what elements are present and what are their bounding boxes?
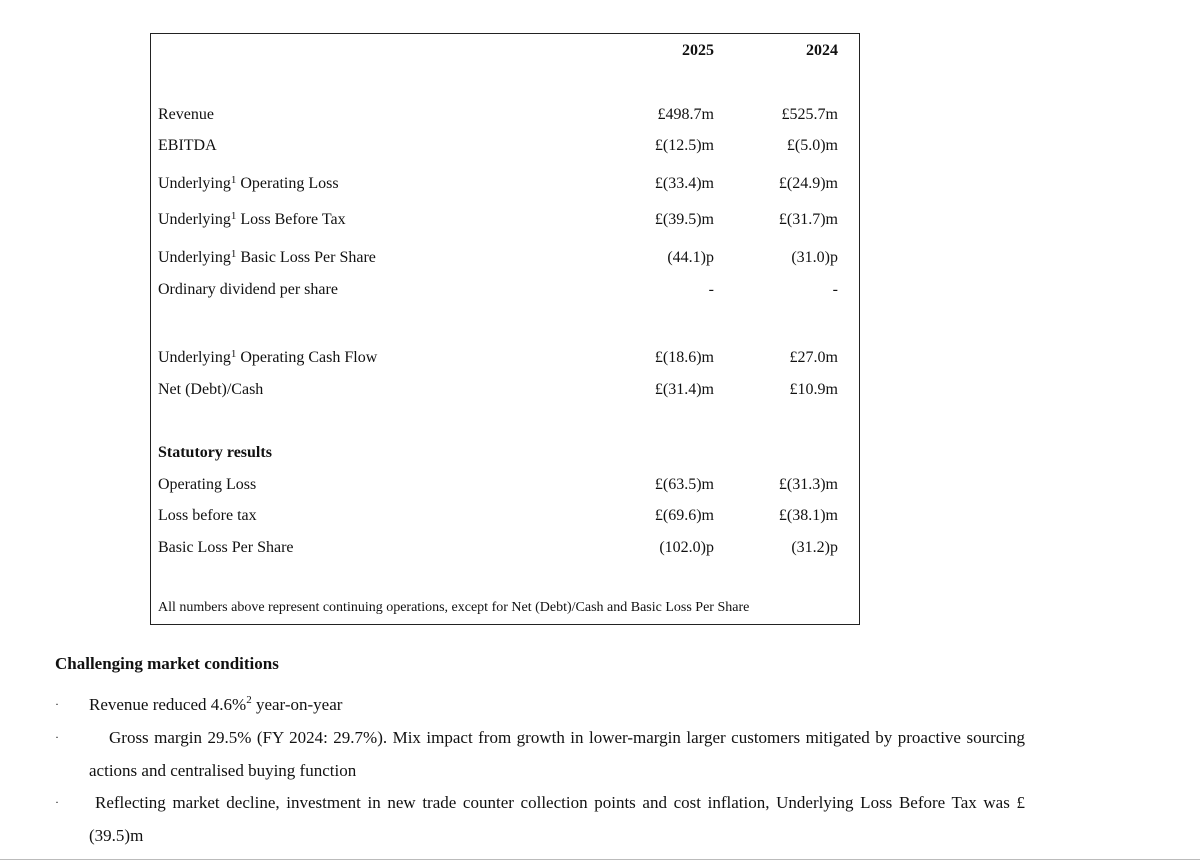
page-divider bbox=[0, 859, 1200, 860]
value-2025: £(69.6)m bbox=[654, 507, 714, 524]
table-row-basic-loss-per-share bbox=[151, 537, 859, 559]
row-label: Basic Loss Per Share bbox=[158, 539, 294, 556]
value-2025: £(18.6)m bbox=[654, 349, 714, 366]
table-row-net-debt-cash bbox=[151, 379, 859, 401]
section-label: Statutory results bbox=[158, 444, 272, 461]
footnote-ref: 1 bbox=[230, 348, 237, 360]
value-2025: - bbox=[708, 281, 714, 298]
footnote-ref: 2 bbox=[246, 694, 252, 706]
row-label: EBITDA bbox=[158, 137, 217, 154]
value-2025: (102.0)p bbox=[659, 539, 714, 556]
footnote-ref: 1 bbox=[230, 248, 237, 260]
table-row-underlying-operating-cash-flow bbox=[151, 347, 859, 369]
table-row-revenue bbox=[151, 104, 859, 126]
table-row-loss-before-tax bbox=[151, 505, 859, 527]
value-2025: £498.7m bbox=[657, 106, 714, 123]
table-section-statutory-results bbox=[151, 442, 859, 464]
column-header-2025: 2025 bbox=[682, 42, 714, 59]
bullet-marker: · bbox=[55, 795, 59, 809]
row-label: Underlying$^1$ Operating Loss bbox=[158, 174, 339, 192]
list-item bbox=[55, 721, 1025, 787]
table-row-operating-loss bbox=[151, 474, 859, 496]
value-2025: £(63.5)m bbox=[654, 476, 714, 493]
value-2024: (31.2)p bbox=[791, 539, 838, 556]
section-heading: Challenging market conditions bbox=[55, 654, 279, 673]
bullet-marker: · bbox=[55, 730, 59, 744]
footnote-ref: 1 bbox=[230, 174, 237, 186]
value-2025: £(31.4)m bbox=[654, 381, 714, 398]
column-header-2024: 2024 bbox=[806, 42, 838, 59]
value-2024: £(31.3)m bbox=[778, 476, 838, 493]
value-2024: £(5.0)m bbox=[786, 137, 838, 154]
table-row-underlying-basic-loss-per-share bbox=[151, 247, 859, 269]
bullet-text: Revenue reduced 4.6%$^2$ year-on-year bbox=[89, 694, 343, 714]
table-row-ebitda bbox=[151, 135, 859, 157]
bullet-text: Gross margin 29.5% (FY 2024: 29.7%). Mix impact from growth in lower-margin larger customers mitigated by proactive sourcing actions and centralised buying function bbox=[89, 728, 1025, 780]
row-label: Net (Debt)/Cash bbox=[158, 381, 264, 398]
row-label: Underlying$^1$ Operating Cash Flow bbox=[158, 348, 378, 366]
list-item bbox=[55, 688, 1025, 721]
table-row-underlying-loss-before-tax bbox=[151, 209, 859, 231]
value-2025: £(12.5)m bbox=[654, 137, 714, 154]
financial-highlights-table bbox=[150, 33, 860, 625]
value-2025: £(33.4)m bbox=[654, 175, 714, 192]
value-2024: £525.7m bbox=[781, 106, 838, 123]
footnote-ref: 1 bbox=[230, 210, 237, 222]
value-2024: £27.0m bbox=[789, 349, 838, 366]
table-footnote: All numbers above represent continuing operations, except for Net (Debt)/Cash and Basic Loss Per Share bbox=[158, 600, 750, 615]
table-row-underlying-operating-loss bbox=[151, 173, 859, 195]
value-2024: £(31.7)m bbox=[778, 211, 838, 228]
row-label: Loss before tax bbox=[158, 507, 257, 524]
row-label: Ordinary dividend per share bbox=[158, 281, 338, 298]
row-label: Underlying$^1$ Basic Loss Per Share bbox=[158, 248, 376, 266]
value-2024: - bbox=[832, 281, 838, 298]
bullet-text: Reflecting market decline, investment in new trade counter collection points and cost inflation, Underlying Loss Before Tax was £(39.5)m bbox=[89, 793, 1025, 845]
value-2024: £(38.1)m bbox=[778, 507, 838, 524]
value-2025: (44.1)p bbox=[667, 249, 714, 266]
list-item bbox=[55, 786, 1025, 852]
row-label: Operating Loss bbox=[158, 476, 257, 493]
row-label: Underlying$^1$ Loss Before Tax bbox=[158, 210, 346, 228]
table-row-ordinary-dividend bbox=[151, 279, 859, 301]
bullet-marker: · bbox=[55, 697, 59, 711]
row-label: Revenue bbox=[158, 106, 214, 123]
value-2024: £(24.9)m bbox=[778, 175, 838, 192]
value-2025: £(39.5)m bbox=[654, 211, 714, 228]
value-2024: £10.9m bbox=[789, 381, 838, 398]
value-2024: (31.0)p bbox=[791, 249, 838, 266]
